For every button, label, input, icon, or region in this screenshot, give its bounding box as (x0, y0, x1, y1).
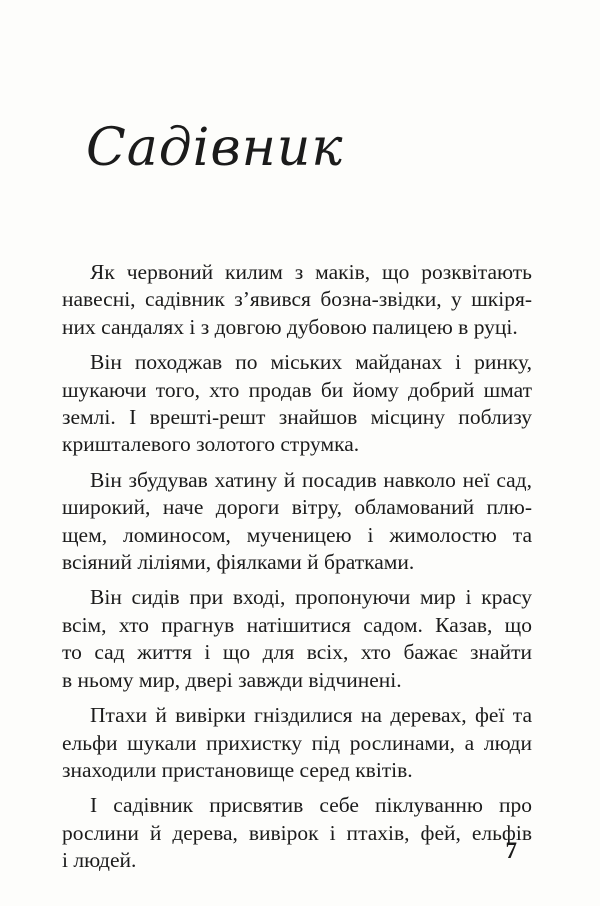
text-line: І садівник присвятив себе піклуванню про (90, 793, 532, 818)
text-line: кришталевого золотого струмка. (62, 432, 360, 457)
text-line: Як червоний килим з маків, що розквітають (90, 260, 532, 284)
paragraph-5 (62, 702, 532, 784)
paragraph-3 (62, 467, 532, 577)
text-line: рослини й дерева, вивірок і птахів, фей, ельфів (62, 820, 532, 845)
page-number: 7 (505, 838, 517, 863)
paragraph-1 (62, 259, 532, 341)
text-line: них сандалях і з довгою дубовою палицею в руці. (62, 314, 518, 339)
text-line: щем, ломиносом, мученицею і жимолостю та (62, 522, 532, 547)
body-text (62, 259, 532, 883)
text-line: землі. І врешті-решт знайшов місцину поблизу (62, 405, 532, 430)
paragraph-2 (62, 349, 532, 459)
paragraph-6 (62, 792, 532, 874)
text-line: Він збудував хатину й посадив навколо неї сад, (90, 467, 532, 492)
chapter-title: Садівник (86, 118, 344, 178)
text-line: всіяний ліліями, фіялками й братками. (62, 550, 415, 575)
paragraph-4 (62, 584, 532, 694)
text-line: то сад життя і що для всіх, хто бажає знайти (62, 640, 532, 665)
text-line: навесні, садівник з’явився бозна-звідки, у шкіря- (62, 287, 532, 312)
text-line: в ньому мир, двері завжди відчинені. (62, 667, 402, 692)
text-line: Він походжав по міських майданах і ринку, (90, 350, 532, 375)
text-line: ельфи шукали прихистку під рослинами, а люди (62, 730, 532, 755)
text-line: всім, хто прагнув натішитися садом. Казав, що (62, 612, 532, 637)
text-line: і людей. (62, 848, 137, 873)
text-line: Птахи й вивірки гніздилися на деревах, феї та (90, 703, 532, 728)
text-line: Він сидів при вході, пропонуючи мир і красу (90, 585, 532, 610)
text-line: шукаючи того, хто продав би йому добрий шмат (62, 377, 532, 402)
text-line: широкий, наче дороги вітру, обламований плю- (62, 495, 532, 520)
text-line: знаходили пристановище серед квітів. (62, 757, 413, 782)
